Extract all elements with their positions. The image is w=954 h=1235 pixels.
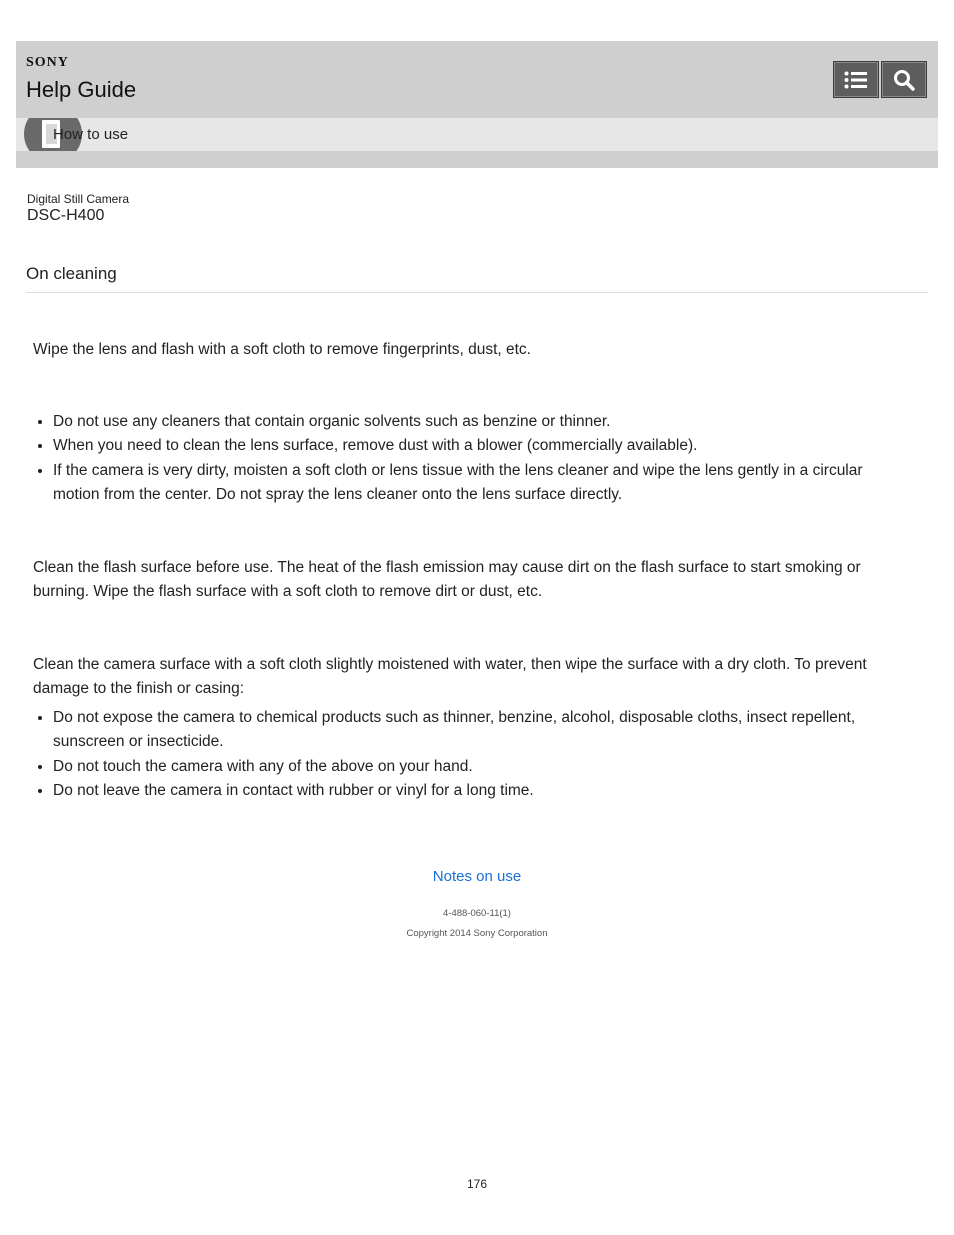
header-bar bbox=[16, 41, 938, 168]
title-divider bbox=[26, 292, 928, 293]
lens-intro: Wipe the lens and flash with a soft cloth to remove fingerprints, dust, etc. bbox=[33, 341, 531, 358]
list-item: • Do not leave the camera in contact with rubber or vinyl for a long time. bbox=[53, 779, 913, 804]
list-item: • Do not expose the camera to chemical products such as thinner, benzine, alcohol, disposable cloths, insect repellent, sunscreen or insecticide. bbox=[53, 706, 913, 755]
help-guide-title: Help Guide bbox=[26, 77, 137, 102]
list-icon bbox=[844, 71, 868, 89]
list-item: • Do not touch the camera with any of the above on your hand. bbox=[53, 755, 913, 780]
category-bar bbox=[16, 118, 938, 151]
list-item: • When you need to clean the lens surface, remove dust with a blower (commercially available). bbox=[53, 434, 913, 459]
search-icon bbox=[893, 69, 915, 91]
article-body bbox=[33, 338, 913, 804]
camera-intro: Clean the camera surface with a soft cloth slightly moistened with water, then wipe the surface with a dry cloth. To prevent damage to the finish or casing: bbox=[33, 655, 867, 697]
camera-notes-list bbox=[33, 706, 913, 804]
product-type: Digital Still Camera bbox=[27, 192, 130, 206]
copyright-text: Copyright 2014 Sony Corporation bbox=[406, 928, 548, 939]
product-model: DSC-H400 bbox=[27, 207, 105, 224]
page-title: On cleaning bbox=[26, 264, 117, 283]
search-button[interactable] bbox=[881, 61, 927, 98]
list-item: • Do not use any cleaners that contain organic solvents such as benzine or thinner. bbox=[53, 410, 913, 435]
document-id: 4-488-060-11(1) bbox=[443, 908, 511, 919]
lens-notes-list bbox=[33, 410, 913, 508]
page-number: 176 bbox=[466, 1177, 488, 1191]
flash-text: Clean the flash surface before use. The heat of the flash emission may cause dirt on the flash surface to start smoking or burning. Wipe the flash surface with a soft cloth to remove dirt or dust, etc. bbox=[33, 558, 861, 600]
contents-list-button[interactable] bbox=[833, 61, 879, 98]
brand-logo: SONY bbox=[26, 55, 69, 70]
notes-on-use-link[interactable]: Notes on use bbox=[432, 868, 522, 885]
list-item: • If the camera is very dirty, moisten a soft cloth or lens tissue with the lens cleaner and wipe the lens gently in a circular motion from the center. Do not spray the lens cleaner onto the lens surface directly. bbox=[53, 459, 913, 508]
breadcrumb-how-to-use[interactable]: How to use bbox=[53, 126, 129, 143]
